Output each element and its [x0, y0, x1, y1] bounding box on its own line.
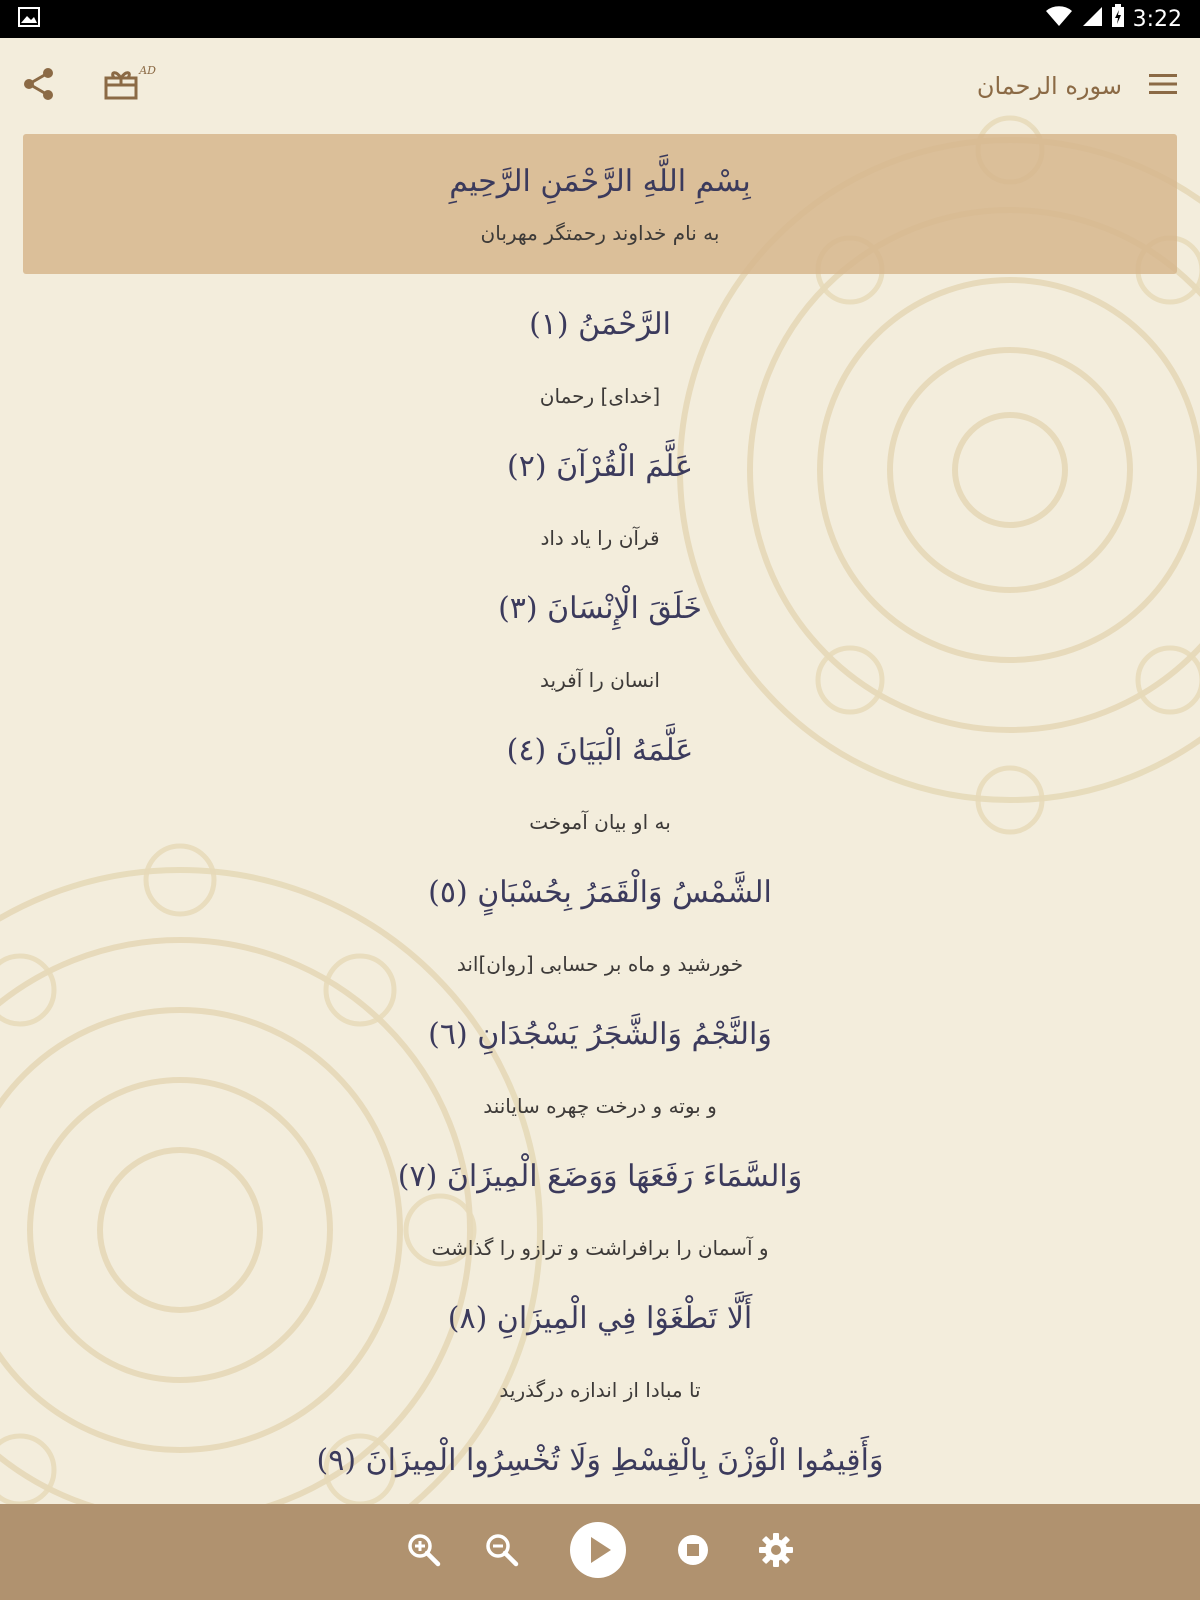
gift-icon: [104, 68, 138, 104]
verse-translation: به او بیان آموخت: [529, 810, 671, 834]
verse-item: [398, 1142, 802, 1284]
status-time: 3:22: [1132, 6, 1182, 32]
play-icon: [568, 1520, 628, 1584]
stop-icon: [676, 1533, 710, 1571]
signal-icon: [1081, 5, 1103, 33]
ad-gift-button[interactable]: [104, 64, 156, 104]
app-bar: [0, 38, 1200, 134]
verse-arabic: وَالسَّمَاءَ رَفَعَهَا وَوَضَعَ الْمِيزَانَ (٧): [397, 1159, 803, 1194]
verse-item: [507, 432, 693, 574]
verse-translation: انسان را آفرید: [540, 668, 660, 692]
bismillah-translation: به نام خداوند رحمتگر مهربان: [480, 220, 720, 245]
bismillah-card: [23, 134, 1177, 274]
wifi-icon: [1045, 5, 1073, 33]
settings-button[interactable]: [758, 1532, 794, 1572]
verse-item: [498, 574, 702, 716]
zoom-in-icon: [406, 1532, 442, 1572]
share-button[interactable]: [22, 67, 56, 105]
verse-arabic: وَأَقِيمُوا الْوَزْنَ بِالْقِسْطِ وَلَا تُخْسِرُوا الْمِيزَانَ (٩): [316, 1443, 884, 1478]
verse-translation: قرآن را یاد داد: [540, 526, 660, 550]
zoom-out-icon: [484, 1532, 520, 1572]
verse-arabic: الرَّحْمَنُ (١): [529, 307, 671, 342]
verse-translation: [خدای] رحمان: [539, 384, 661, 408]
verse-arabic: خَلَقَ الْإِنْسَانَ (٣): [498, 591, 702, 626]
verse-arabic: وَالنَّجْمُ وَالشَّجَرُ يَسْجُدَانِ (٦): [428, 1017, 772, 1052]
menu-icon: [1148, 72, 1178, 100]
verse-arabic: الشَّمْسُ وَالْقَمَرُ بِحُسْبَانٍ (٥): [428, 875, 772, 910]
share-icon: [22, 67, 56, 105]
verse-item: [428, 858, 772, 1000]
verse-translation: و بوته و درخت چهره سایانند: [483, 1094, 717, 1118]
bismillah-arabic: بِسْمِ اللَّهِ الرَّحْمَنِ الرَّحِيمِ: [449, 163, 751, 199]
verse-translation: خورشید و ماه بر حسابی [روان]اند: [456, 952, 744, 976]
verse-arabic: عَلَّمَ الْقُرْآنَ (٢): [507, 449, 693, 484]
stop-button[interactable]: [676, 1533, 710, 1571]
verse-arabic: عَلَّمَهُ الْبَيَانَ (٤): [506, 733, 694, 768]
player-toolbar: [0, 1504, 1200, 1600]
page-title: سوره الرحمان: [976, 72, 1122, 100]
verse-translation: و آسمان را برافراشت و ترازو را گذاشت: [431, 1236, 769, 1260]
status-bar: [0, 0, 1200, 38]
verse-item: [507, 716, 694, 858]
verse-translation: تا مبادا از اندازه درگذرید: [499, 1378, 701, 1402]
settings-icon: [758, 1532, 794, 1572]
play-button[interactable]: [568, 1520, 628, 1584]
menu-button[interactable]: [1148, 72, 1178, 100]
verse-list: [0, 290, 1200, 1496]
zoom-in-button[interactable]: [406, 1532, 442, 1572]
verse-arabic: أَلَّا تَطْغَوْا فِي الْمِيزَانِ (٨): [447, 1301, 753, 1336]
verse-item: [529, 290, 671, 432]
verse-item: [448, 1284, 753, 1426]
image-icon: [18, 7, 40, 31]
ad-label: AD: [139, 64, 156, 77]
battery-icon: [1111, 4, 1125, 34]
verse-item: [428, 1000, 772, 1142]
verse-item: [317, 1426, 884, 1496]
zoom-out-button[interactable]: [484, 1532, 520, 1572]
